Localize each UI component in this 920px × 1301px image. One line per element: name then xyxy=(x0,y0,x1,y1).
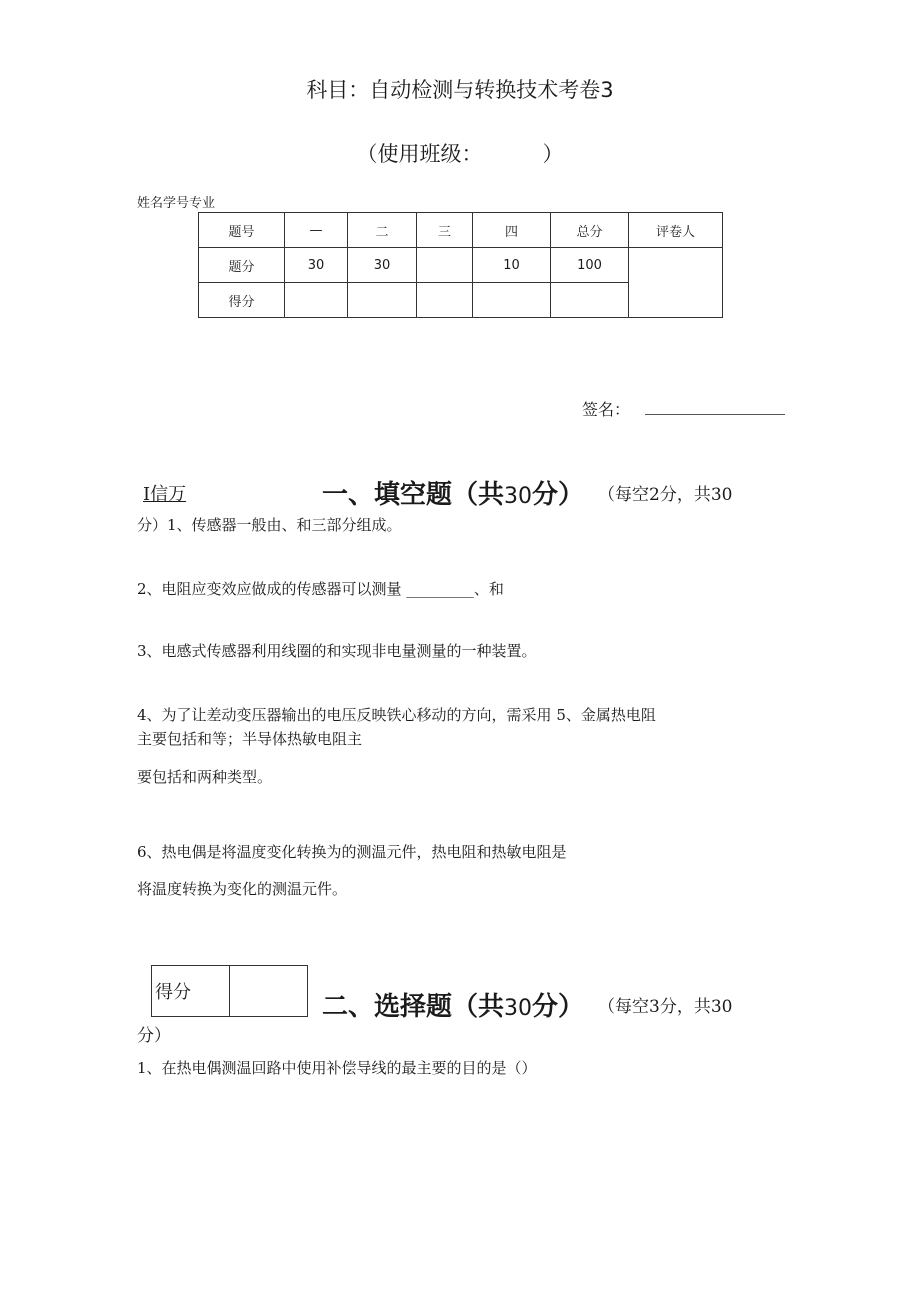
section1-question-1: 分）1、传感器一般由、和三部分组成。 xyxy=(137,516,402,534)
question-text: 4、为了让差动变压器输出的电压反映铁心移动的方向，需采用 5、金属热电阻 xyxy=(137,706,656,724)
table-cell: 100 xyxy=(551,248,629,283)
section1-title-points: 30 xyxy=(504,484,533,509)
table-cell: 四 xyxy=(473,213,551,248)
table-cell: 题号 xyxy=(199,213,285,248)
table-row xyxy=(199,213,723,248)
signature-label: 签名： xyxy=(582,400,631,419)
score-box-entry[interactable] xyxy=(229,966,307,1016)
table-cell: 30 xyxy=(285,248,348,283)
question-text: 主要包括和等；半导体热敏电阻主 xyxy=(137,730,363,748)
section2-title-text: 二、选择题（共 xyxy=(322,992,505,1022)
score-table xyxy=(198,212,723,318)
class-label: （使用班级： xyxy=(356,142,483,166)
class-line xyxy=(0,138,920,168)
score-entry-cell[interactable] xyxy=(348,283,417,318)
table-cell: 总分 xyxy=(551,213,629,248)
class-close: ） xyxy=(542,142,564,166)
question-text: 6、热电偶是将温度变化转换为的测温元件，热电阻和热敏电阻是 xyxy=(137,843,567,861)
table-cell: 得分 xyxy=(199,283,285,318)
question-text: 2、电阻应变效应做成的传感器可以测量 _________、和 xyxy=(137,580,504,598)
section1-title-end: 分） xyxy=(532,480,585,510)
score-entry-cell[interactable] xyxy=(551,283,629,318)
table-cell: 三 xyxy=(417,213,473,248)
section2-title-points: 30 xyxy=(504,996,533,1021)
table-row xyxy=(199,248,723,283)
signature-line[interactable] xyxy=(645,414,785,415)
score-box-label: 得分 xyxy=(155,982,191,1003)
table-cell: — xyxy=(285,213,348,248)
corner-mark: I信万 xyxy=(143,484,187,505)
table-cell: 评卷人 xyxy=(629,213,723,248)
score-entry-cell[interactable] xyxy=(473,283,551,318)
question-text: 1、在热电偶测温回路中使用补偿导线的最主要的目的是（） xyxy=(137,1059,537,1077)
section1-note: （每空2分，共30 xyxy=(598,485,733,505)
section2-title xyxy=(322,986,584,1023)
score-entry-cell[interactable] xyxy=(285,283,348,318)
question-text: 要包括和两种类型。 xyxy=(137,768,273,786)
section2-title-end: 分） xyxy=(532,992,585,1022)
table-cell xyxy=(417,248,473,283)
section1-title xyxy=(322,474,584,511)
section1-title-text: 一、填空题（共 xyxy=(322,480,505,510)
student-info-line: 姓名学号专业 xyxy=(137,196,216,211)
table-cell: 10 xyxy=(473,248,551,283)
score-entry-cell[interactable] xyxy=(417,283,473,318)
question-text: 3、电感式传感器利用线圈的和实现非电量测量的一种装置。 xyxy=(137,642,537,660)
question-text: 将温度转换为变化的测温元件。 xyxy=(137,880,348,898)
section2-note: （每空3分，共30 xyxy=(598,997,733,1017)
table-cell: 题分 xyxy=(199,248,285,283)
table-cell: 30 xyxy=(348,248,417,283)
table-cell: 二 xyxy=(348,213,417,248)
section2-score-box xyxy=(151,965,308,1017)
section2-note-cont: 分） xyxy=(137,1026,171,1046)
grader-cell[interactable] xyxy=(629,248,723,318)
page-title: 科目：自动检测与转换技术考卷3 xyxy=(306,78,614,102)
